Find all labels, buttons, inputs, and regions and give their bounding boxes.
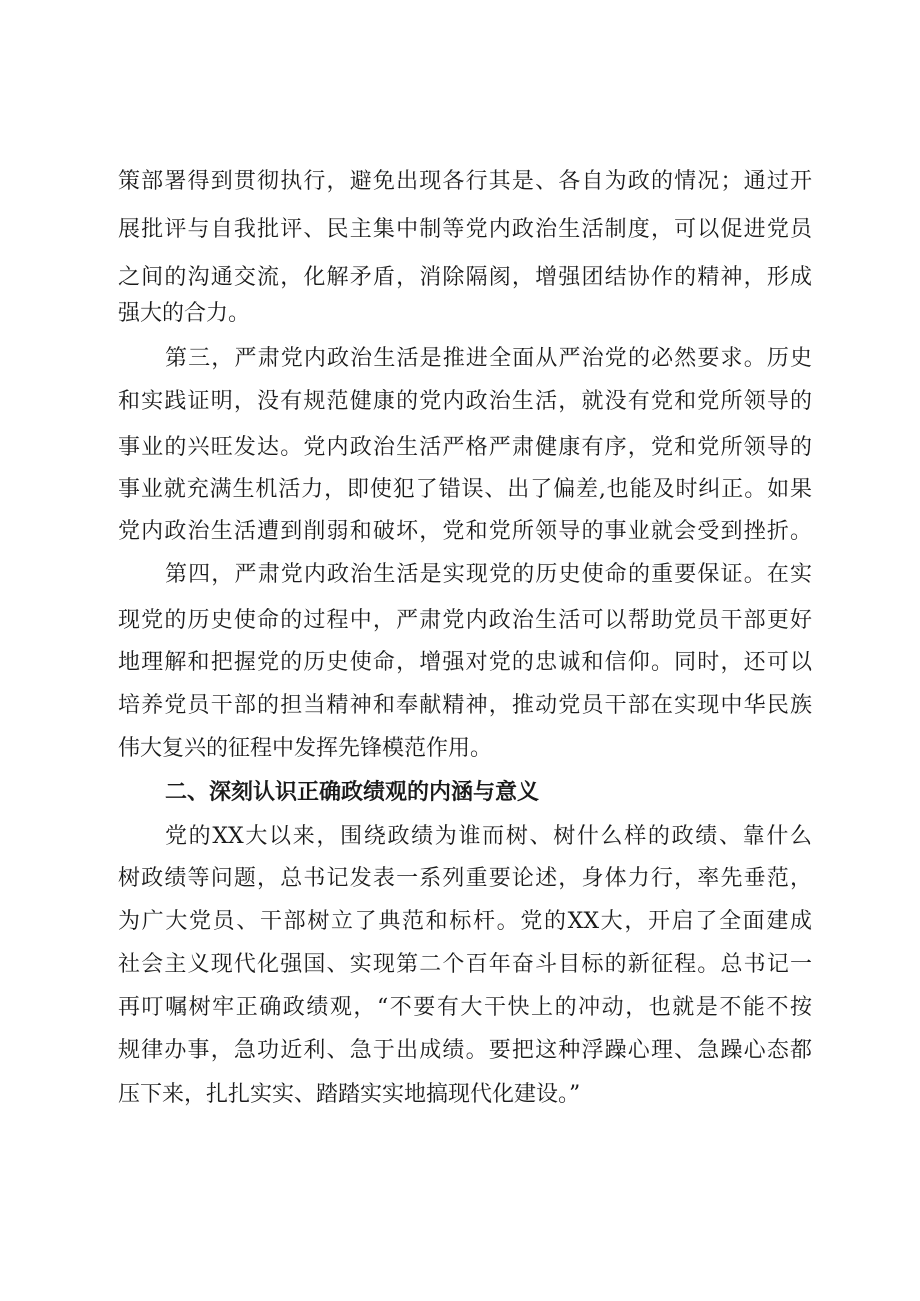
paragraph-five-line-2: 树政绩等问题，总书记发表一系列重要论述，身体力行，率先垂范，: [118, 866, 812, 891]
paragraph-five-line-6: 规律办事，急功近利、急于出成绩。要把这种浮躁心理、急躁心态都: [118, 1038, 812, 1063]
paragraph-five-line-5: 再叮嘱树牢正确政绩观，“不要有大干快上的冲动，也就是不能不按: [118, 995, 812, 1020]
text-line-3: 之间的沟通交流，化解矛盾，消除隔阂，增强团结协作的精神，形成: [118, 265, 812, 290]
paragraph-four-line-2: 现党的历史使命的过程中，严肃党内政治生活可以帮助党员干部更好: [118, 608, 812, 633]
paragraph-five-line-4: 社会主义现代化强国、实现第二个百年奋斗目标的新征程。总书记一: [118, 952, 812, 977]
paragraph-three-line-2: 和实践证明，没有规范健康的党内政治生活，就没有党和党所领导的: [118, 389, 812, 414]
paragraph-three-line-1: 第三，严肃党内政治生活是推进全面从严治党的必然要求。历史: [165, 346, 812, 371]
paragraph-four-line-4: 培养党员干部的担当精神和奉献精神，推动党员干部在实现中华民族: [118, 693, 812, 718]
paragraph-five-line-7: 压下来，扎扎实实、踏踏实实地搞现代化建设。”: [118, 1082, 581, 1107]
paragraph-three-line-5: 党内政治生活遭到削弱和破坏，党和党所领导的事业就会受到挫折。: [118, 519, 812, 544]
paragraph-four-line-1: 第四，严肃党内政治生活是实现党的历史使命的重要保证。在实: [165, 562, 812, 587]
paragraph-five-line-3: 为广大党员、干部树立了典范和标杆。党的XX大，开启了全面建成: [118, 909, 812, 934]
section-heading: 二、深刻认识正确政绩观的内涵与意义: [165, 780, 540, 805]
paragraph-four-line-5: 伟大复兴的征程中发挥先锋模范作用。: [118, 736, 493, 761]
text-line-1: 策部署得到贯彻执行，避免出现各行其是、各自为政的情况；通过开: [118, 169, 812, 194]
paragraph-three-line-4: 事业就充满生机活力，即使犯了错误、出了偏差,也能及时纠正。如果: [118, 477, 812, 502]
paragraph-three-line-3: 事业的兴旺发达。党内政治生活严格严肃健康有序，党和党所领导的: [118, 435, 812, 460]
paragraph-four-line-3: 地理解和把握党的历史使命，增强对党的忠诚和信仰。同时，还可以: [118, 650, 812, 675]
text-line-4: 强大的合力。: [118, 301, 251, 326]
text-line-2: 展批评与自我批评、民主集中制等党内政治生活制度，可以促进党员: [118, 217, 812, 242]
paragraph-five-line-1: 党的XX大以来，围绕政绩为谁而树、树什么样的政绩、靠什么: [165, 824, 812, 849]
